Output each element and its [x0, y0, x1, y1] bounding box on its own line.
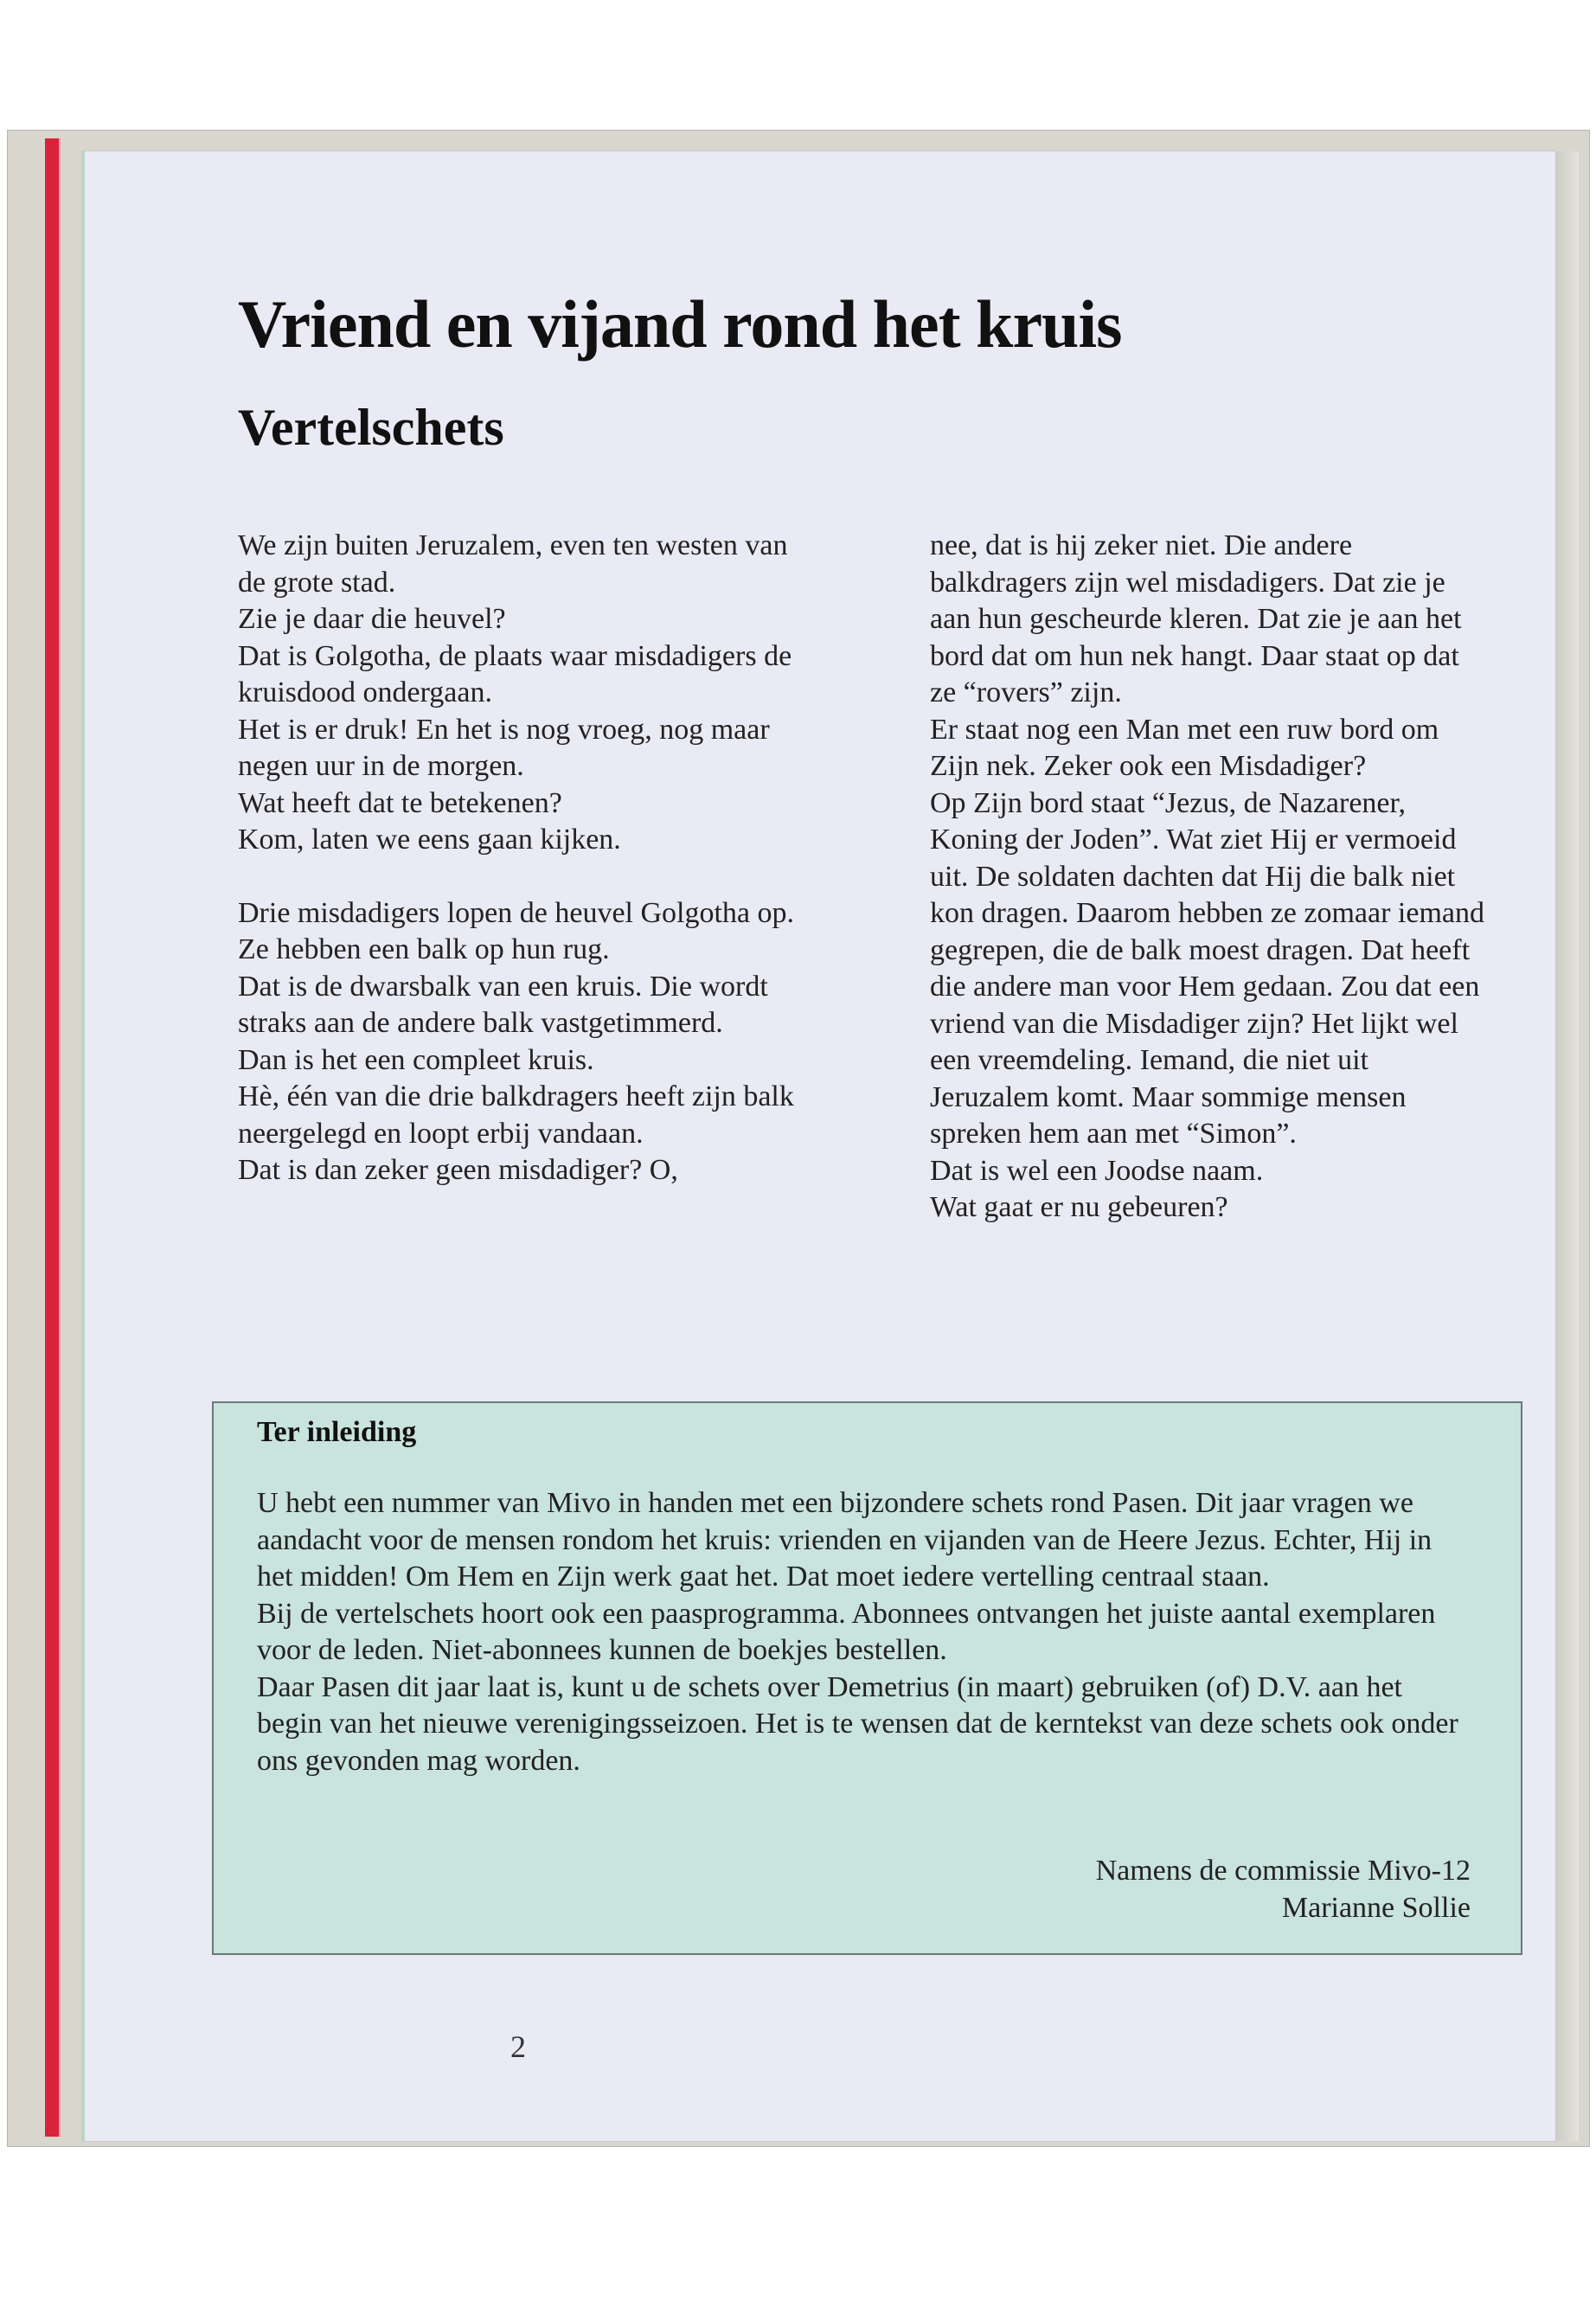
story-paragraph: Drie misdadigers lopen de heuvel Golgotha op. Ze hebben een balk op hun rug.	[238, 896, 795, 965]
page-subtitle: Vertelschets	[238, 399, 504, 456]
story-paragraph: Dat is wel een Joodse naam.	[930, 1154, 1264, 1187]
story-paragraph: Wat heeft dat te betekenen?	[238, 786, 562, 819]
intro-body	[257, 1485, 1472, 1779]
page-edge	[1553, 151, 1579, 2141]
intro-heading: Ter inleiding	[257, 1416, 417, 1448]
signature-committee: Namens de commissie Mivo-12	[1095, 1855, 1471, 1887]
story-paragraph: Wat gaat er nu gebeuren?	[930, 1191, 1228, 1223]
intro-paragraph: Daar Pasen dit jaar laat is, kunt u de schets over Demetrius (in maart) gebruiken (of) D.V. aan het begin van het nieuwe verenigingsseizoen. Het is te wensen dat de kerntekst van deze schets ook onder ons gevonden mag worden.	[257, 1670, 1458, 1777]
story-left-column	[238, 528, 800, 1189]
story-paragraph: Het is er druk! En het is nog vroeg, nog maar negen uur in de morgen.	[238, 713, 770, 782]
story-paragraph: Er staat nog een Man met een ruw bord om Zijn nek. Zeker ook een Misdadiger?	[930, 713, 1439, 782]
signature-name: Marianne Sollie	[1281, 1891, 1471, 1924]
intro-paragraph: U hebt een nummer van Mivo in handen met een bijzondere schets rond Pasen. Dit jaar vragen we aandacht voor de mensen rondom het kruis: vrienden en vijanden van de Heere Jezus. Echter, Hij in het midden! Om Hem en Zijn werk gaat het. Dat moet iedere vertelling centraal staan.	[257, 1487, 1433, 1593]
page-title: Vriend en vijand rond het kruis	[238, 286, 1122, 362]
story-right-column	[930, 528, 1492, 1227]
story-paragraph: Kom, laten we eens gaan kijken.	[238, 824, 621, 856]
story-paragraph: Dat is de dwarsbalk van een kruis. Die wordt straks aan de andere balk vastgetimmerd.	[238, 970, 768, 1039]
story-paragraph: Dat is Golgotha, de plaats waar misdadigers de kruisdood ondergaan.	[238, 639, 792, 708]
story-paragraph: Dan is het een compleet kruis.	[238, 1043, 594, 1076]
story-paragraph: We zijn buiten Jeruzalem, even ten westen van de grote stad.	[238, 529, 788, 599]
intro-paragraph: Bij de vertelschets hoort ook een paasprogramma. Abonnees ontvangen het juiste aantal exemplaren voor de leden. Niet-abonnees kunnen de boekjes bestellen.	[257, 1597, 1436, 1666]
story-paragraph: Hè, één van die drie balkdragers heeft zijn balk neergelegd en loopt erbij vandaan.	[238, 1080, 794, 1150]
story-paragraph: Op Zijn bord staat “Jezus, de Nazarener, Koning der Joden”. Wat ziet Hij er vermoeid uit. De soldaten dachten dat Hij die balk niet kon dragen. Daarom hebben ze zomaar iemand gegrepen, die de balk moest dragen. Dat heeft die andere man voor Hem gedaan. Zou dat een vriend van die Misdadiger zijn? Het lijkt wel een vreemdeling. Iemand, die niet uit Jeruzalem komt. Maar sommige mensen spreken hem aan met “Simon”.	[930, 786, 1484, 1150]
intro-box	[212, 1401, 1522, 1955]
story-paragraph: Zie je daar die heuvel?	[238, 603, 506, 635]
binder-spine	[45, 138, 59, 2137]
story-paragraph: nee, dat is hij zeker niet. Die andere balkdragers zijn wel misdadigers. Dat zie je aan hun gescheurde kleren. Dat zie je aan het bord dat om hun nek hangt. Daar staat op dat ze “rovers” zijn.	[930, 529, 1462, 708]
story-paragraph: Dat is dan zeker geen misdadiger? O,	[238, 1154, 678, 1186]
intro-signature	[1096, 1853, 1471, 1926]
paragraph-gap	[238, 859, 800, 895]
page-number: 2	[510, 2029, 526, 2064]
